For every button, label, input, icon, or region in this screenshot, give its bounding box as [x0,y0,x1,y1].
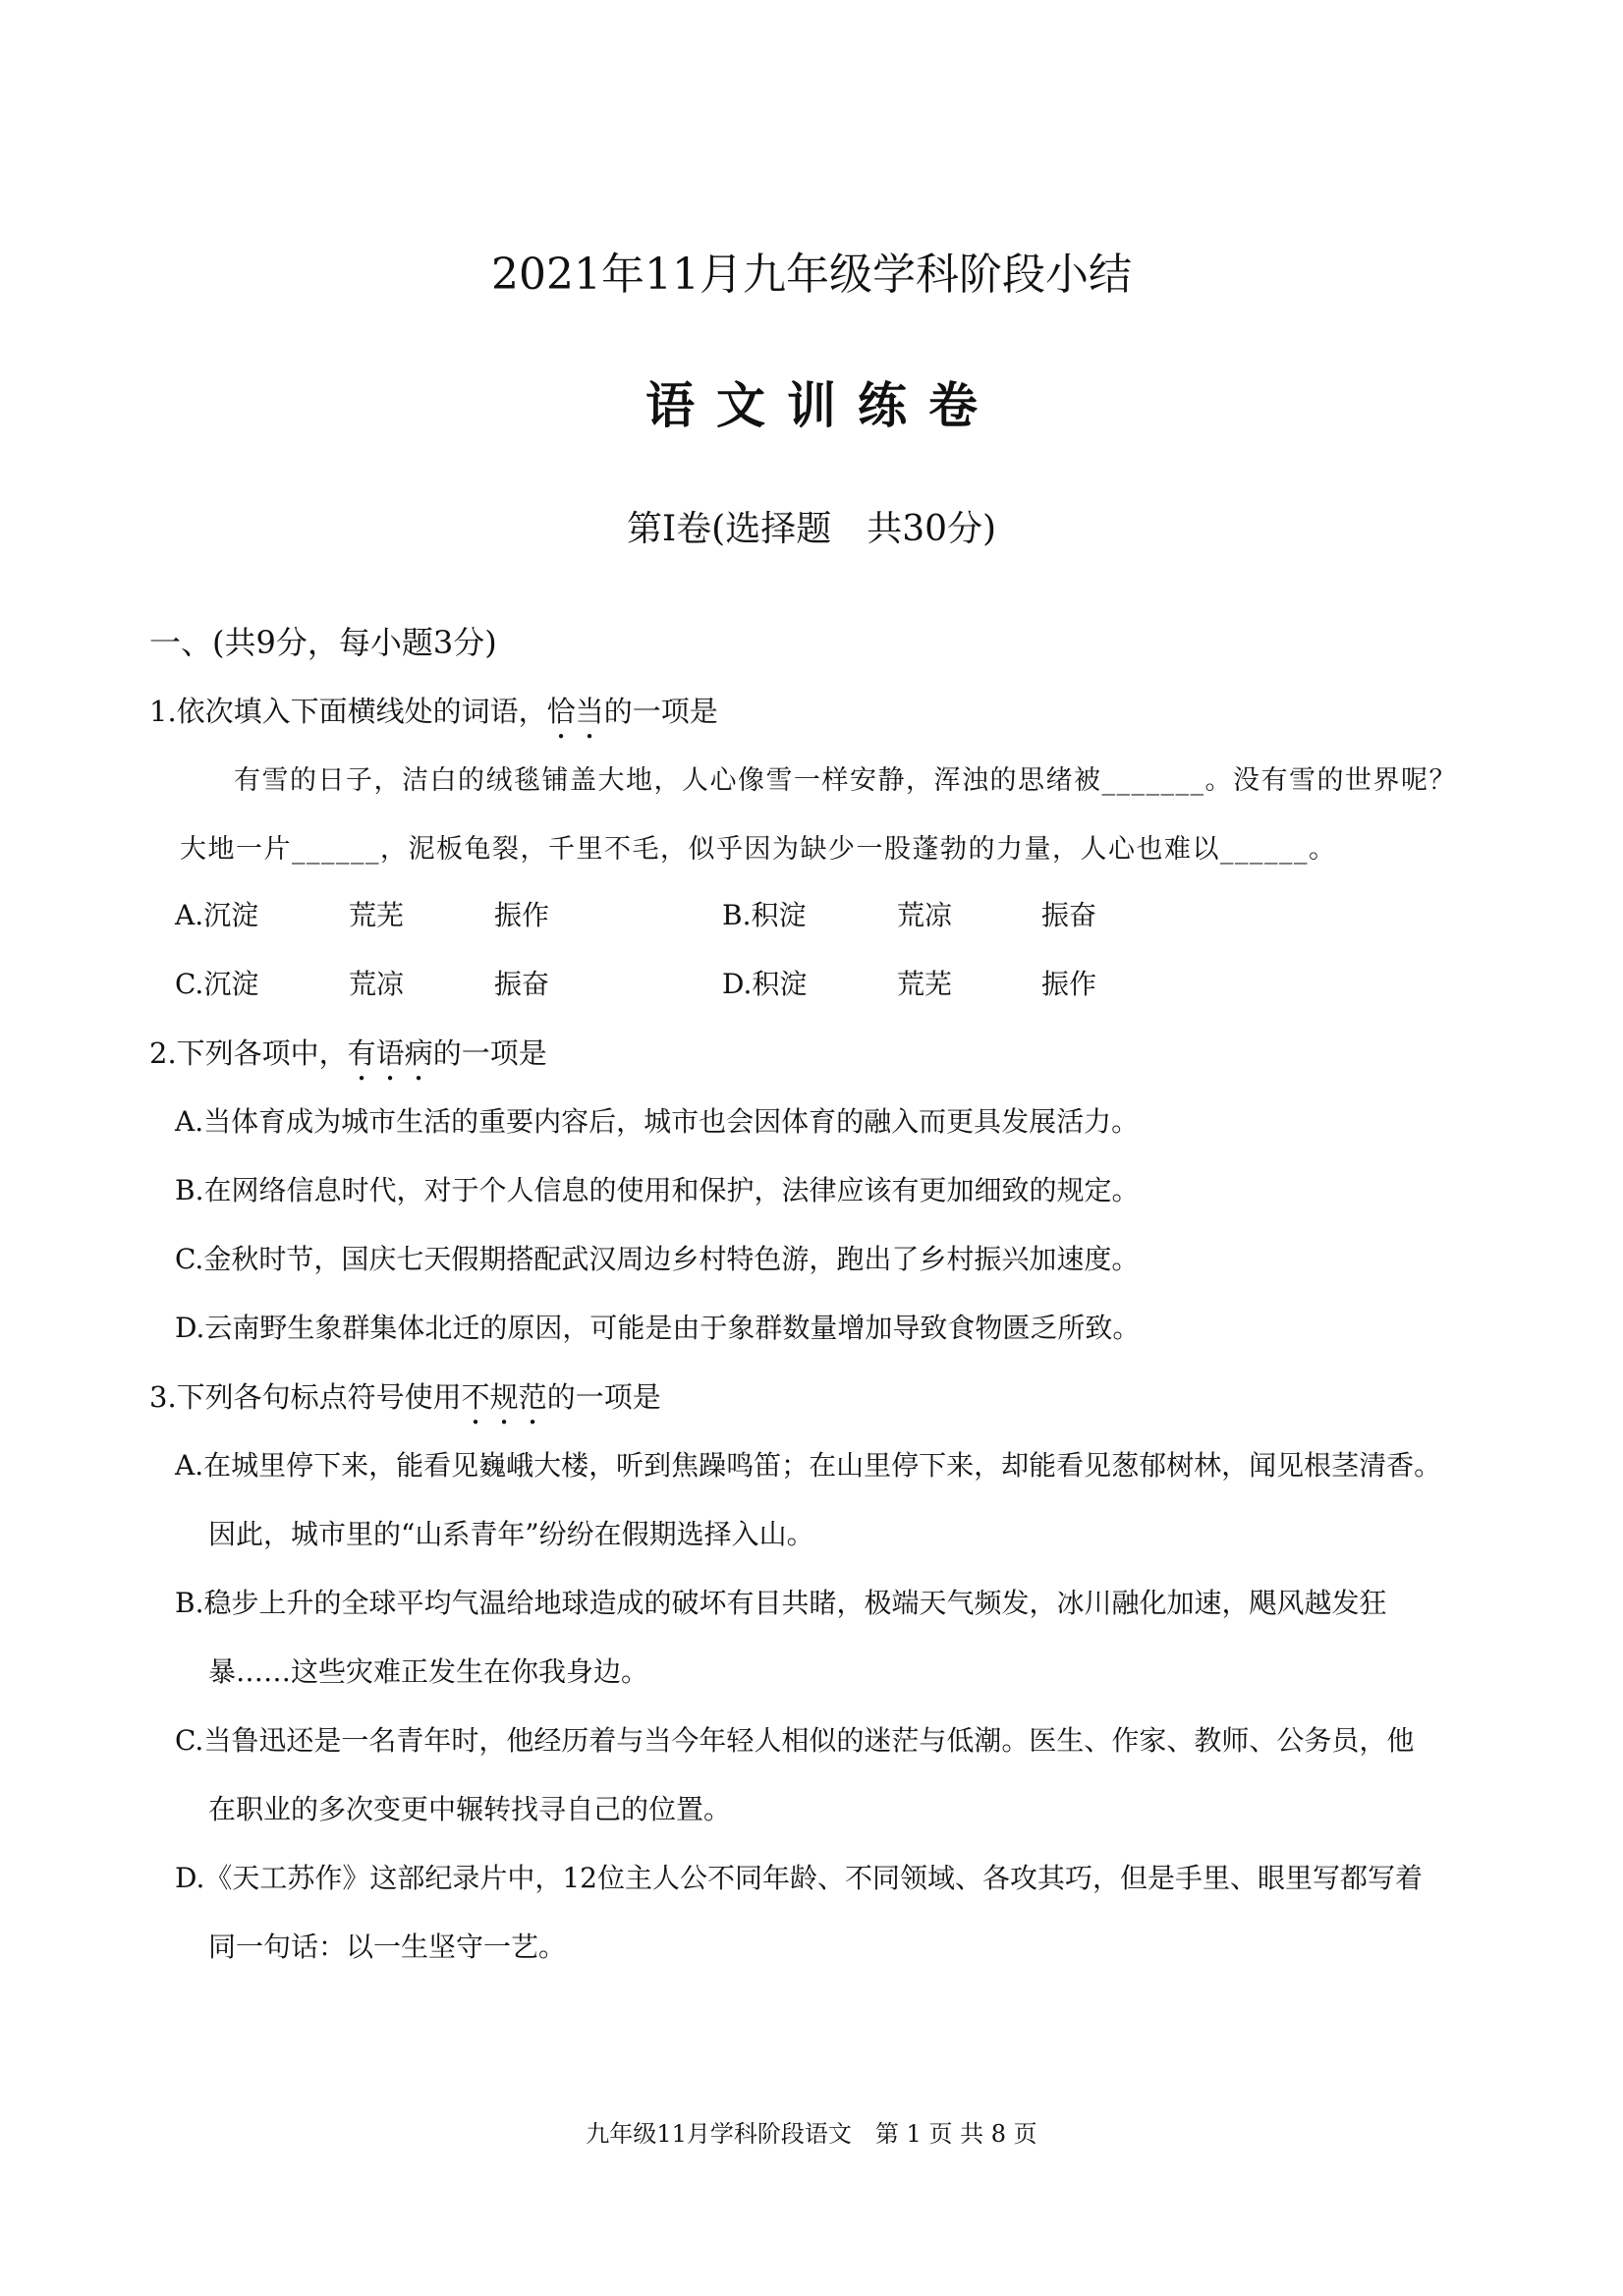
question-3-option-b-line2: 暴……这些灾难正发生在你我身边。 [208,1655,649,1688]
question-3-stem [149,1375,661,1431]
option-d-word2: 荒芜 [897,968,953,1000]
stem-text: 3.下列各句标点符号使用 [149,1380,462,1414]
page-footer: 九年级11月学科阶段语文 第 1 页 共 8 页 [586,2120,1037,2148]
option-b-word3: 振奋 [1041,899,1097,931]
question-3-option-d-line2: 同一句话：以一生坚守一艺。 [208,1931,567,1963]
question-3-option-b-line1: B.稳步上升的全球平均气温给地球造成的破坏有目共睹，极端天气频发，冰川融化加速，飓风越发狂 [175,1587,1387,1619]
stem-text: 2.下列各项中， [149,1036,348,1070]
option-a-word2: 荒芜 [349,899,405,931]
option-b-word1: B.积淀 [722,899,807,931]
question-3-option-c-line1: C.当鲁迅还是一名青年时，他经历着与当今年轻人相似的迷茫与低潮。医生、作家、教师、公务员，他 [175,1724,1415,1757]
stem-emphasis: 恰当 [546,695,604,728]
option-c-word1: C.沉淀 [175,968,259,1000]
stem-text: 的一项是 [546,1380,661,1414]
question-3-option-a-line2: 因此，城市里的“山系青年”纷纷在假期选择入山。 [208,1518,814,1550]
stem-text: 1.依次填入下面横线处的词语， [149,695,547,728]
option-d-word3: 振作 [1041,968,1097,1000]
option-c-word3: 振奋 [494,968,550,1000]
exam-title: 2021年11月九年级学科阶段小结 [491,250,1132,300]
question-1-stem [149,690,718,746]
question-1-passage-line: 有雪的日子，洁白的绒毯铺盖大地，人心像雪一样安静，浑浊的思绪被_______。没有雪的世界呢？ [234,765,1457,796]
part-heading: 第Ⅰ卷(选择题 共30分) [626,509,997,549]
option-a-word3: 振作 [494,899,550,931]
question-3-option-c-line2: 在职业的多次变更中辗转找寻自己的位置。 [208,1793,732,1825]
option-c-word2: 荒凉 [349,968,405,1000]
stem-text: 的一项是 [603,695,718,728]
exam-subtitle: 语文训练卷 [645,376,999,434]
option-d-word1: D.积淀 [722,968,808,1000]
stem-emphasis: 不规范 [461,1380,547,1414]
question-2-option-b: B.在网络信息时代，对于个人信息的使用和保护，法律应该有更加细致的规定。 [175,1174,1140,1206]
question-2-stem [149,1032,547,1088]
section-heading: 一、(共9分，每小题3分) [149,624,497,661]
question-2-option-a: A.当体育成为城市生活的重要内容后，城市也会因体育的融入而更具发展活力。 [175,1105,1140,1138]
stem-text: 的一项是 [432,1036,547,1070]
option-b-word2: 荒凉 [897,899,953,931]
question-3-option-d-line1: D.《天工苏作》这部纪录片中，12位主人公不同年龄、不同领域、各攻其巧，但是手里、眼里写都写着 [175,1862,1423,1894]
question-2-option-d: D.云南野生象群集体北迁的原因，可能是由于象群数量增加导致食物匮乏所致。 [175,1312,1141,1344]
question-1-passage-line: 大地一片______，泥板龟裂，千里不毛，似乎因为缺少一股蓬勃的力量，人心也难以______。 [180,834,1337,865]
question-2-option-c: C.金秋时节，国庆七天假期搭配武汉周边乡村特色游，跑出了乡村振兴加速度。 [175,1243,1140,1275]
stem-emphasis: 有语病 [347,1036,433,1070]
option-a-word1: A.沉淀 [175,899,259,931]
question-3-option-a-line1: A.在城里停下来，能看见巍峨大楼，听到焦躁鸣笛；在山里停下来，却能看见葱郁树林，闻见根茎清香。 [175,1449,1442,1482]
